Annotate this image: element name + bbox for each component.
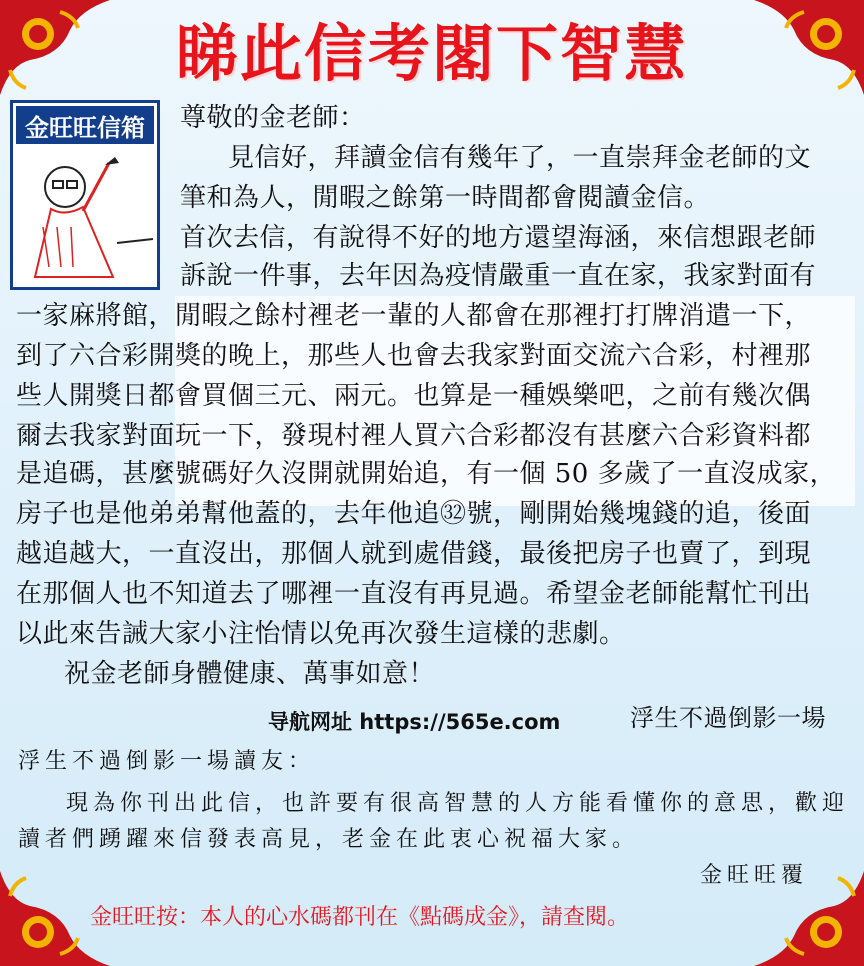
letter-line: 些人開獎日都會買個三元、兩元。也算是一種娛樂吧，之前有幾次偶 bbox=[16, 381, 812, 411]
letter-line: 首次去信，有說得不好的地方還望海涵，來信想跟老師 bbox=[180, 223, 817, 253]
mailbox-logo bbox=[10, 100, 160, 290]
letter-greeting: 尊敬的金老師： bbox=[180, 103, 366, 133]
letter-line: 房子也是他弟弟幫他蓋的，去年他追㉜號，剛開始幾塊錢的追，後面 bbox=[16, 499, 812, 529]
letter-closing: 祝金老師身體健康、萬事如意！ bbox=[64, 659, 436, 689]
letter-line: 爾去我家對面玩一下，發現村裡人買六合彩都沒有甚麼六合彩資料都 bbox=[16, 421, 812, 451]
letter-line: 筆和為人，閒暇之餘第一時間都會閱讀金信。 bbox=[180, 183, 711, 213]
reply-line: 讀者們踴躍來信發表高見，老金在此衷心祝福大家。 bbox=[18, 827, 640, 852]
letter-line: 是追碼，甚麼號碼好久沒開就開始追，有一個 50 多歲了一直沒成家， bbox=[16, 459, 837, 489]
footer-note: 金旺旺按：本人的心水碼都刊在《點碼成金》，請查閱。 bbox=[90, 905, 630, 930]
letter-line: 一家麻將館，閒暇之餘村裡老一輩的人都會在那裡打打牌消遣一下， bbox=[16, 301, 812, 331]
logo-label: 金旺旺信箱 bbox=[13, 103, 157, 147]
reply-salutation: 浮生不過倒影一場讀友： bbox=[18, 749, 316, 774]
page-title: 睇此信考閣下智慧 bbox=[175, 17, 688, 90]
reply-line: 現為你刊出此信，也許要有很高智慧的人方能看懂你的意思，歡迎 bbox=[66, 791, 850, 816]
letter-line: 在那個人也不知道去了哪裡一直沒有再見過。希望金老師能幫忙刊出 bbox=[16, 579, 812, 609]
reply-signature: 金旺旺覆 bbox=[700, 863, 809, 888]
teacher-illustration-icon bbox=[13, 147, 157, 287]
letter-signature: 浮生不過倒影一場 bbox=[630, 704, 826, 732]
letter-line: 訴說一件事，去年因為疫情嚴重一直在家，我家對面有 bbox=[180, 261, 817, 291]
nav-url-link[interactable]: 导航网址 https://565e.com bbox=[268, 710, 561, 734]
letter-line: 見信好，拜讀金信有幾年了，一直崇拜金老師的文 bbox=[228, 143, 812, 173]
letter-line: 越追越大，一直沒出，那個人就到處借錢，最後把房子也賣了，到現 bbox=[16, 539, 812, 569]
letter-line: 到了六合彩開獎的晚上，那些人也會去我家對面交流六合彩，村裡那 bbox=[16, 341, 812, 371]
letter-line: 以此來告誡大家小注怡情以免再次發生這樣的悲劇。 bbox=[16, 619, 626, 649]
